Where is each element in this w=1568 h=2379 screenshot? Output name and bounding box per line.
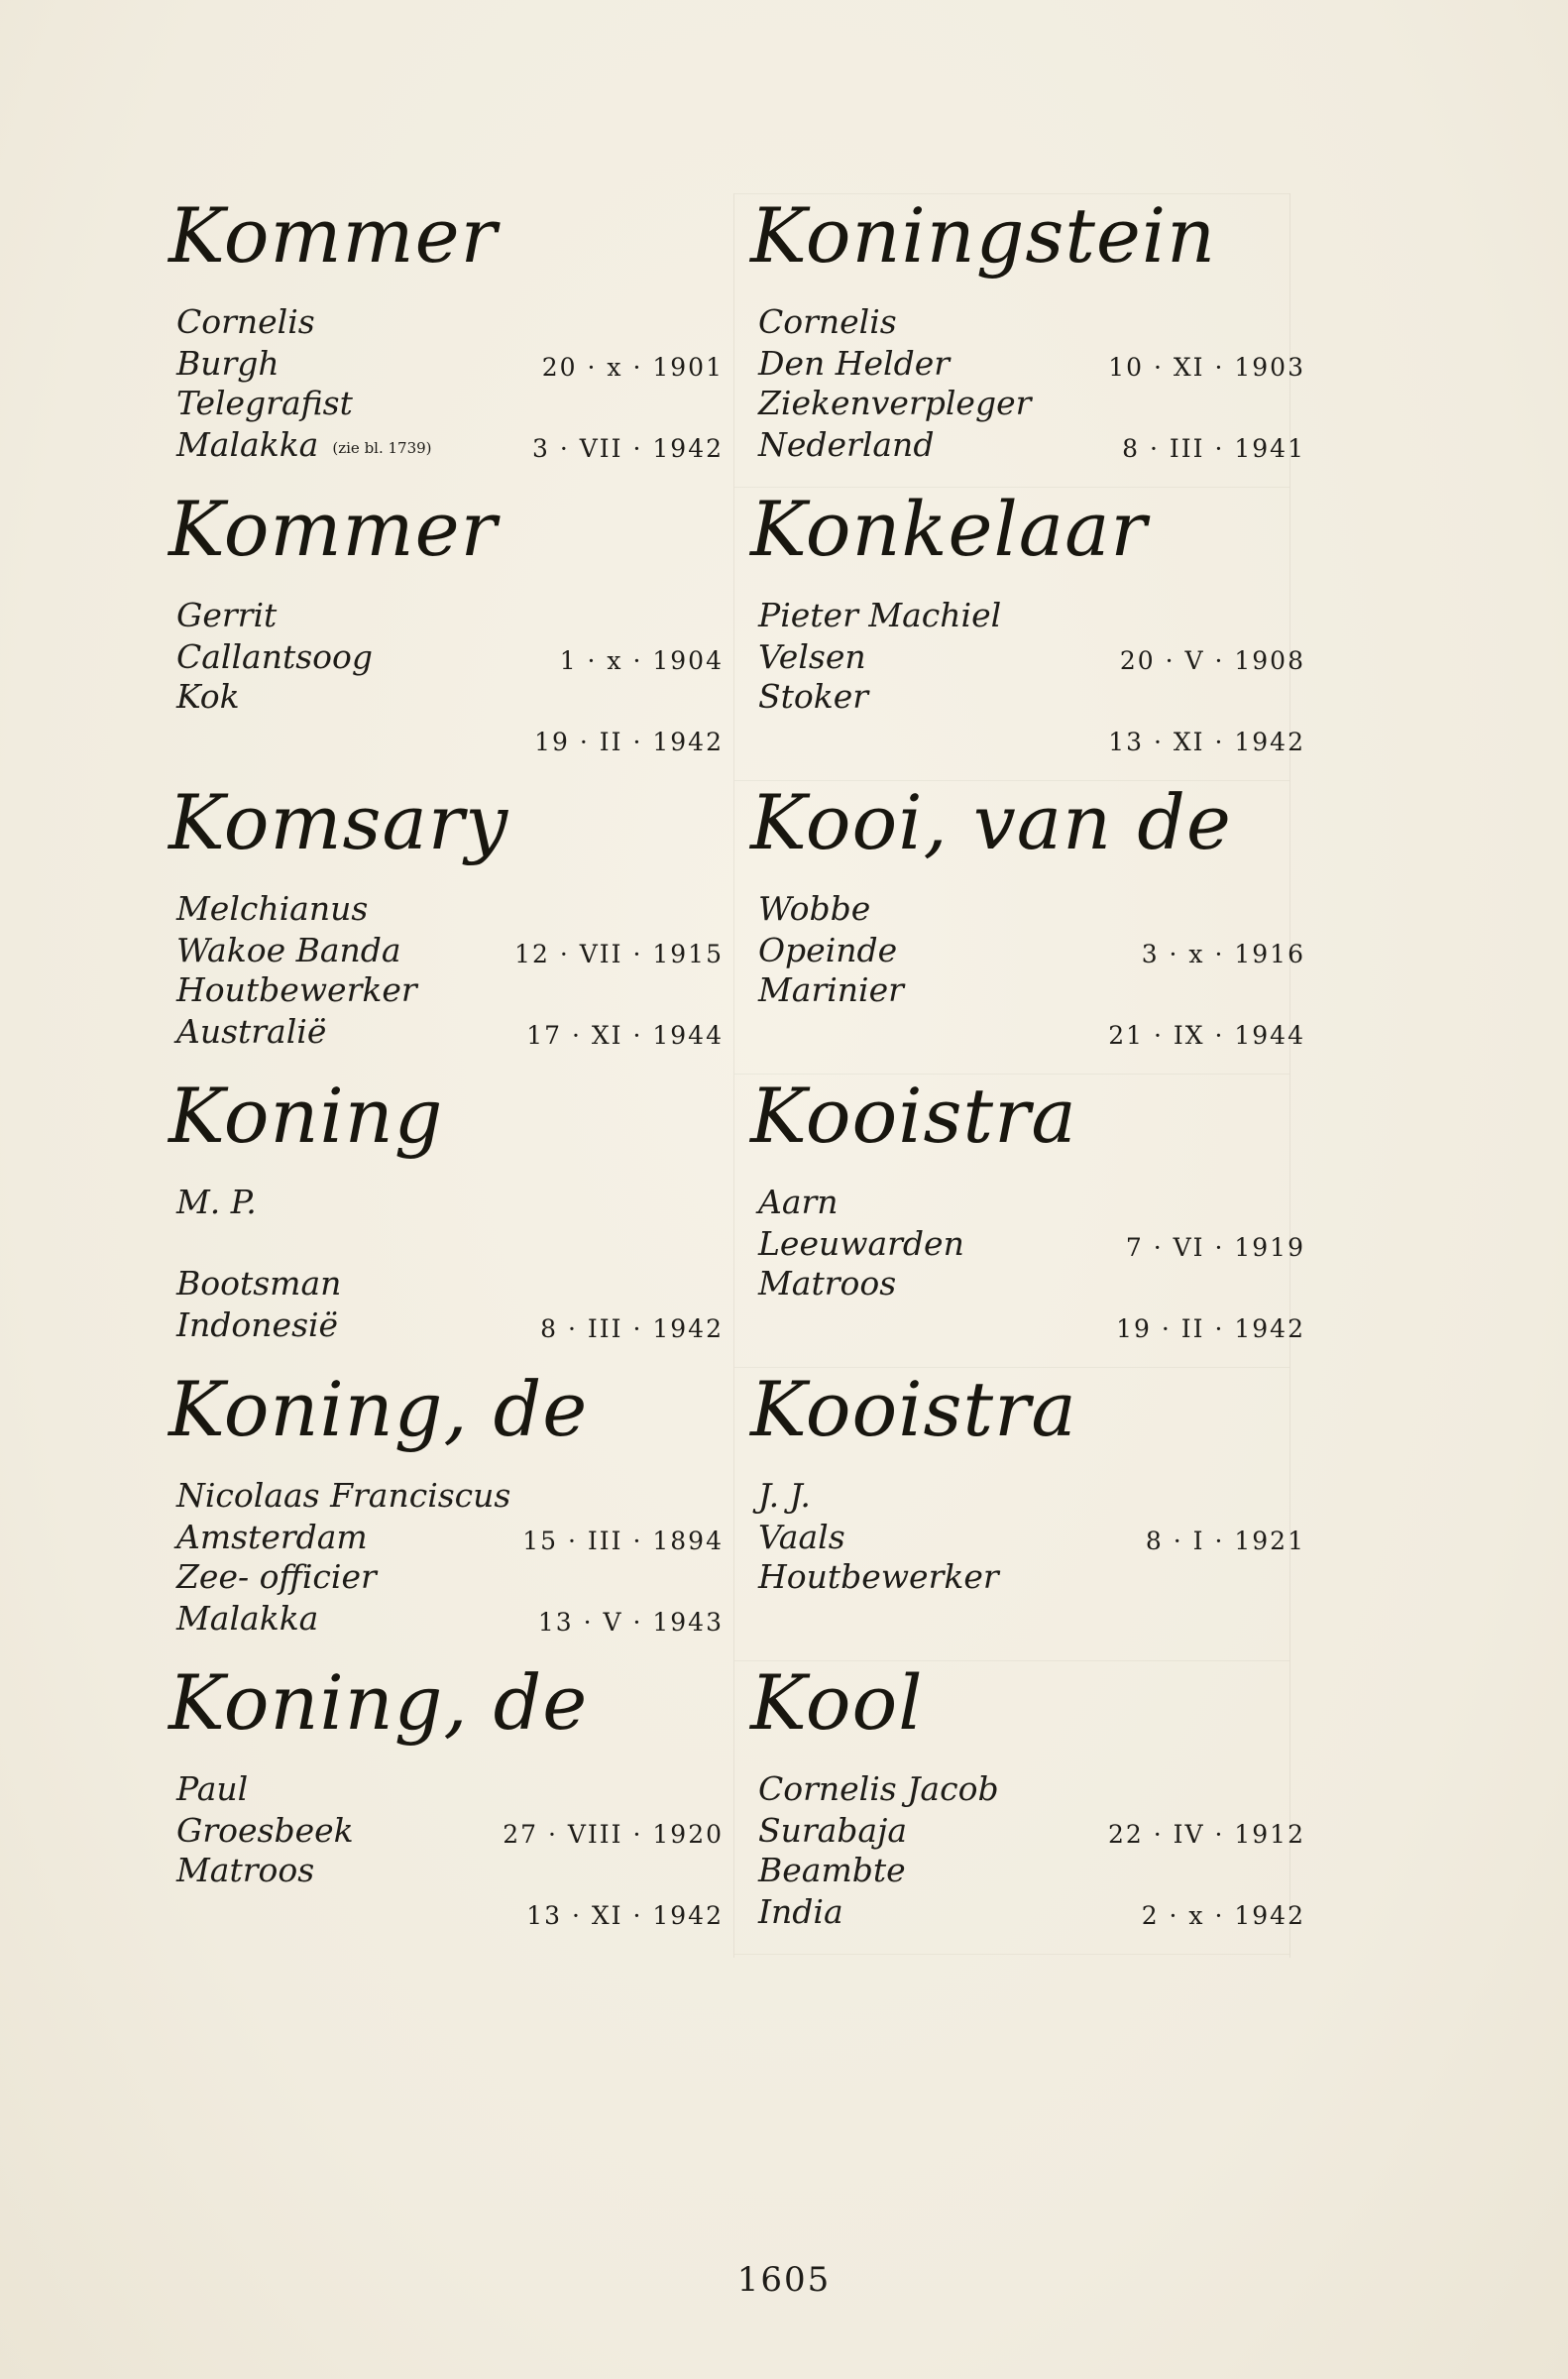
birthplace: Wakoe Banda <box>176 931 401 969</box>
surname: Koning, de <box>168 1658 589 1747</box>
occupation: Zee- officier <box>176 1557 377 1596</box>
death-date: 17 · XI · 1944 <box>526 1021 724 1050</box>
occupation: Bootsman <box>176 1264 342 1303</box>
birthplace: Callantsoog <box>176 637 374 676</box>
surname: Kool <box>750 1658 924 1747</box>
memorial-entry <box>168 1365 724 1659</box>
death-date: 19 · II · 1942 <box>534 728 724 756</box>
birthplace: Leeuwarden <box>758 1224 964 1263</box>
cross-reference-note: (zie bl. 1739) <box>332 439 432 457</box>
first-name: Nicolaas Franciscus <box>176 1476 511 1515</box>
death-date: 3 · VII · 1942 <box>531 434 724 463</box>
birthplace: Surabaja <box>758 1811 908 1850</box>
death-place: Malakka <box>176 1599 319 1638</box>
birth-date: 27 · VIII · 1920 <box>503 1820 724 1849</box>
occupation: Houtbewerker <box>758 1557 999 1596</box>
death-place: India <box>758 1892 843 1931</box>
occupation: Telegrafist <box>176 384 353 422</box>
first-name: M. P. <box>176 1183 257 1221</box>
birthplace: Groesbeek <box>176 1811 354 1850</box>
first-name: Melchianus <box>176 889 369 928</box>
occupation: Matroos <box>176 1851 315 1889</box>
birth-date: 20 · x · 1901 <box>541 353 724 382</box>
death-place: Malakka <box>176 425 319 464</box>
memorial-entry <box>750 1072 1305 1366</box>
occupation: Houtbewerker <box>176 970 417 1009</box>
surname: Kommer <box>168 485 498 573</box>
first-name: Cornelis <box>176 302 315 341</box>
death-date: 8 · III · 1942 <box>540 1314 724 1343</box>
death-date: 13 · XI · 1942 <box>1108 728 1305 756</box>
surname: Kommer <box>168 191 498 280</box>
surname: Kooi, van de <box>750 778 1232 866</box>
memorial-entry <box>168 1072 724 1366</box>
first-name: Wobbe <box>758 889 871 928</box>
death-date: 13 · V · 1943 <box>537 1608 724 1637</box>
first-name: Paul <box>176 1769 249 1808</box>
birth-date: 22 · IV · 1912 <box>1107 1820 1305 1849</box>
page-number: 1605 <box>736 2260 832 2300</box>
surname: Konkelaar <box>750 485 1148 573</box>
surname: Kooistra <box>750 1365 1077 1453</box>
occupation: Ziekenverpleger <box>758 384 1032 422</box>
surname: Koningstein <box>750 191 1217 280</box>
birth-date: 20 · V · 1908 <box>1119 646 1305 675</box>
birthplace: Opeinde <box>758 931 898 969</box>
death-place-line <box>176 425 432 464</box>
first-name: Cornelis Jacob <box>758 1769 999 1808</box>
occupation: Stoker <box>758 677 869 716</box>
birth-date: 1 · x · 1904 <box>559 646 724 675</box>
memorial-entry <box>168 778 724 1073</box>
death-date: 19 · II · 1942 <box>1116 1314 1305 1343</box>
death-date: 8 · III · 1941 <box>1122 434 1305 463</box>
memorial-entry <box>750 485 1305 779</box>
birthplace: Amsterdam <box>176 1518 368 1556</box>
occupation: Kok <box>176 677 240 716</box>
surname: Komsary <box>168 778 509 866</box>
birth-date: 3 · x · 1916 <box>1141 940 1305 968</box>
surname: Koning, de <box>168 1365 589 1453</box>
occupation: Beambte <box>758 1851 906 1889</box>
birth-date: 12 · VII · 1915 <box>514 940 724 968</box>
memorial-entry <box>168 191 724 486</box>
memorial-entry <box>750 778 1305 1073</box>
death-date: 2 · x · 1942 <box>1141 1901 1305 1930</box>
death-date: 21 · IX · 1944 <box>1108 1021 1305 1050</box>
birth-date: 15 · III · 1894 <box>522 1527 724 1555</box>
first-name: Gerrit <box>176 596 278 634</box>
death-place: Nederland <box>758 425 935 464</box>
memorial-entry <box>168 1658 724 1953</box>
birthplace: Vaals <box>758 1518 845 1556</box>
first-name: Pieter Machiel <box>758 596 1002 634</box>
death-place: Indonesië <box>176 1305 339 1344</box>
birthplace: Burgh <box>176 344 280 383</box>
birth-date: 10 · XI · 1903 <box>1108 353 1305 382</box>
memorial-entry <box>750 191 1305 486</box>
occupation: Matroos <box>758 1264 897 1303</box>
death-date: 13 · XI · 1942 <box>526 1901 724 1930</box>
occupation: Marinier <box>758 970 904 1009</box>
memorial-entry <box>168 485 724 779</box>
birth-date: 8 · I · 1921 <box>1145 1527 1305 1555</box>
memorial-entry <box>750 1365 1305 1659</box>
death-place: Australië <box>176 1012 327 1051</box>
first-name: J. J. <box>758 1476 811 1515</box>
first-name: Aarn <box>758 1183 839 1221</box>
surname: Koning <box>168 1072 444 1160</box>
birthplace: Velsen <box>758 637 866 676</box>
surname: Kooistra <box>750 1072 1077 1160</box>
first-name: Cornelis <box>758 302 897 341</box>
birthplace: Den Helder <box>758 344 951 383</box>
memorial-entry <box>750 1658 1305 1953</box>
birth-date: 7 · VI · 1919 <box>1125 1233 1305 1262</box>
